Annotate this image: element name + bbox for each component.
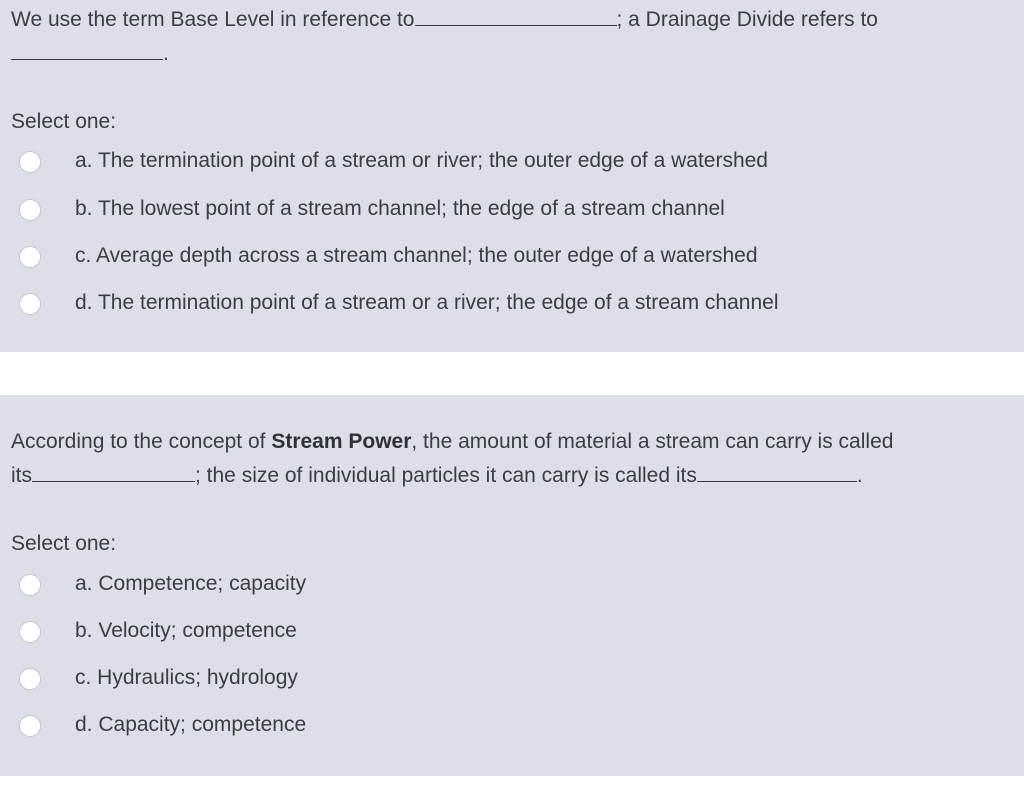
option-label: b. Velocity; competence [75,619,297,642]
radio-button[interactable] [19,668,41,690]
answer-blank [697,463,857,482]
answer-option-d[interactable] [0,706,1024,746]
option-label: c. Hydraulics; hydrology [75,666,298,689]
question-2-period: . [856,464,863,487]
radio-button[interactable] [19,293,41,315]
question-2-text-middle: ; the size of individual particles it can carry is called its [195,464,697,487]
answer-option-b[interactable] [0,612,1024,652]
answer-option-a[interactable] [0,565,1024,605]
radio-button[interactable] [19,621,41,643]
answer-option-a[interactable] [0,142,1024,182]
answer-blank [415,7,617,26]
radio-button[interactable] [19,199,41,221]
question-2-bold-term: Stream Power [271,430,412,453]
question-card-2 [0,395,1024,776]
option-label: a. The termination point of a stream or river; the outer edge of a watershed [75,149,768,172]
option-label: c. Average depth across a stream channel; the outer edge of a watershed [75,244,758,267]
option-label: d. The termination point of a stream or a river; the edge of a stream channel [75,291,779,314]
option-label: b. The lowest point of a stream channel; the edge of a stream channel [75,197,725,220]
question-1-text-end: ; a Drainage Divide refers to [616,8,878,31]
option-label: d. Capacity; competence [75,713,307,736]
select-one-label: Select one: [11,110,117,133]
answer-blank [32,463,195,482]
radio-button[interactable] [19,715,41,737]
option-label: a. Competence; capacity [75,572,307,595]
question-1-text-line-2 [11,40,169,68]
answer-option-d[interactable] [0,284,1024,324]
question-2-text-start: According to the concept of [11,430,272,453]
question-1-period: . [163,42,169,65]
question-2-text-end: , the amount of material a stream can carry is called [411,430,894,453]
radio-button[interactable] [19,246,41,268]
question-1-text-line-1 [11,6,878,34]
question-2-its: its [11,464,32,487]
select-one-label: Select one: [11,532,117,555]
answer-option-c[interactable] [0,659,1024,699]
question-2-text-line-2 [11,462,863,490]
answer-blank [11,41,163,60]
question-1-text-start: We use the term Base Level in reference to [11,8,415,31]
radio-button[interactable] [19,574,41,596]
radio-button[interactable] [19,151,41,173]
answer-option-c[interactable] [0,237,1024,277]
question-2-text-line-1 [11,428,893,456]
question-card-1 [0,0,1024,352]
answer-option-b[interactable] [0,190,1024,230]
